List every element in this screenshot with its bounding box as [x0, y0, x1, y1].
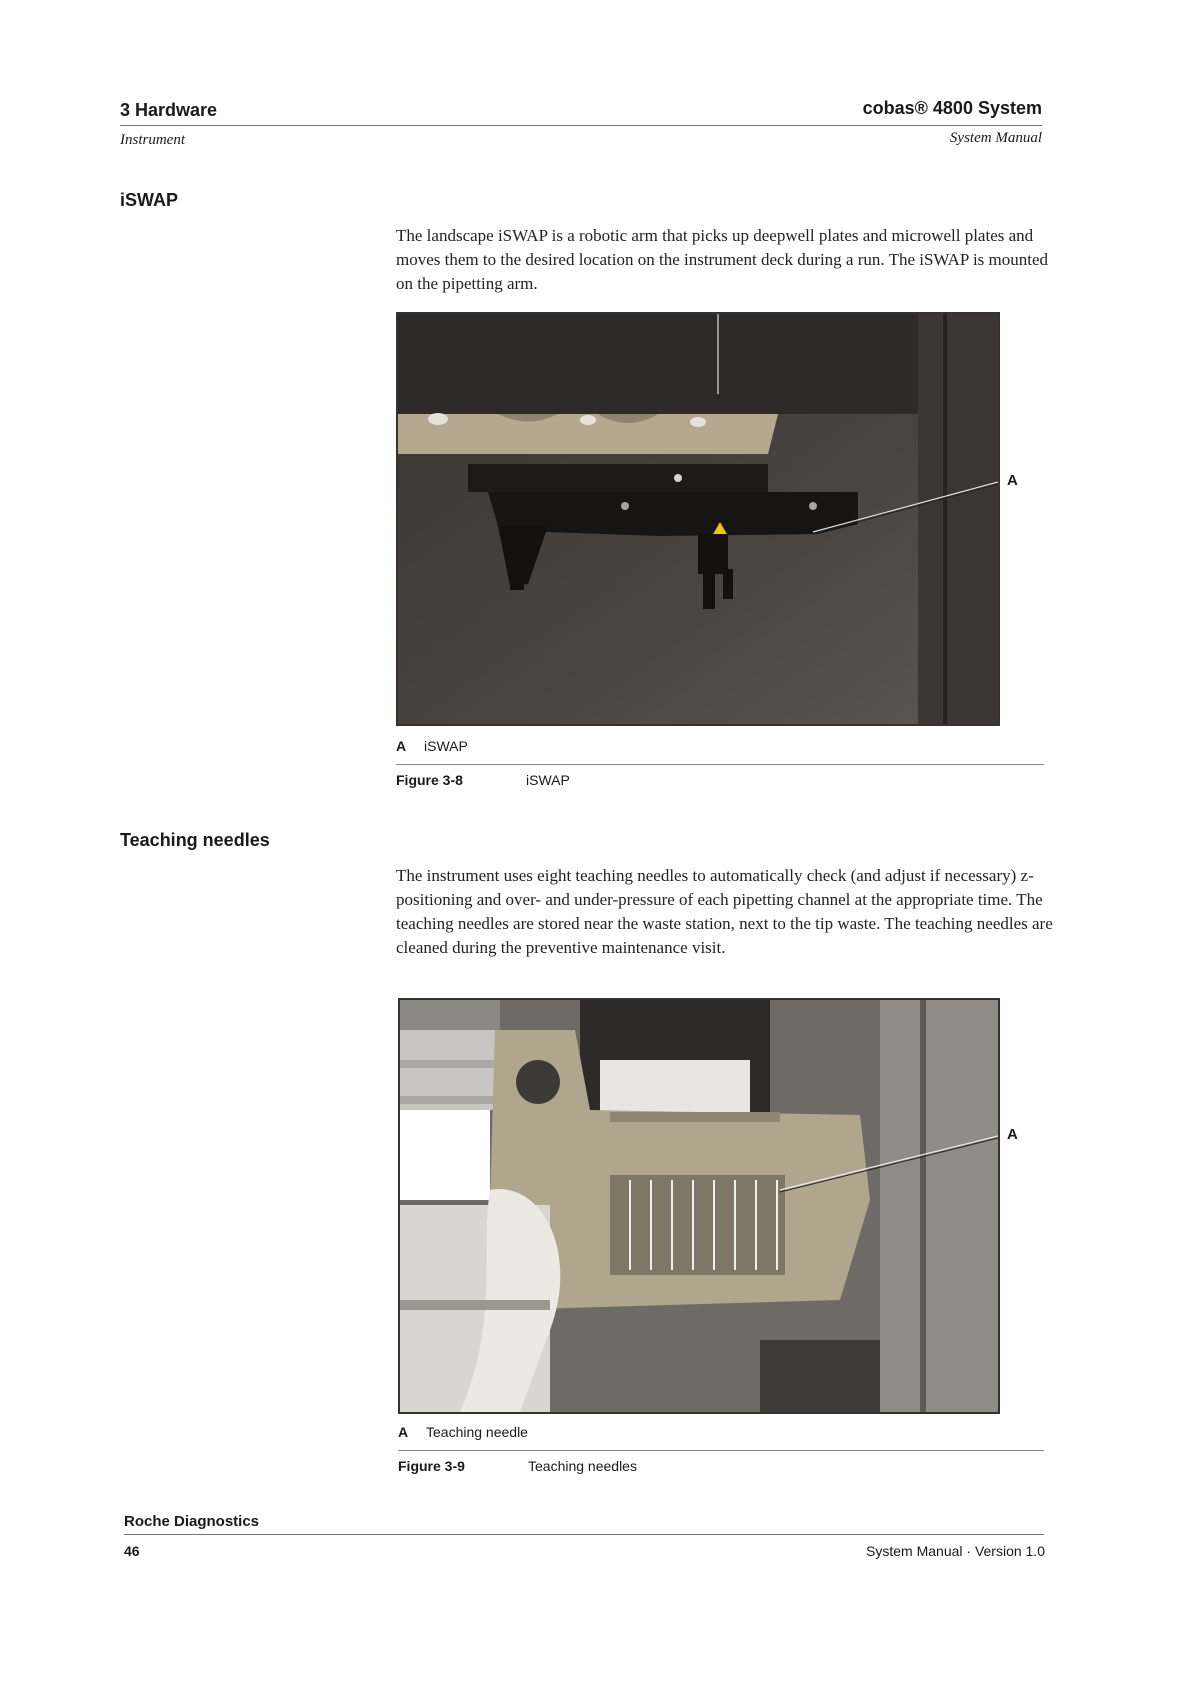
teaching-needles-figure-caption: [398, 1458, 637, 1474]
legend-key: A: [398, 1424, 409, 1440]
figure-number: Figure 3-8: [396, 772, 463, 788]
iswap-figure-legend: [396, 738, 468, 754]
product-title: cobas® 4800 System: [862, 98, 1042, 118]
section-heading-teaching-needles: Teaching needles: [120, 830, 270, 850]
header-divider: [120, 125, 1042, 126]
legend-text: iSWAP: [424, 738, 468, 754]
figure-divider: [396, 764, 1044, 765]
iswap-figure-caption: [396, 772, 570, 788]
legend-key: A: [396, 738, 407, 754]
section-heading-iswap: iSWAP: [120, 190, 179, 210]
figure-number: Figure 3-9: [398, 1458, 465, 1474]
teaching-needles-callout-label: A: [1007, 1126, 1018, 1143]
teaching-needles-photo: [398, 998, 1000, 1414]
figure-title: Teaching needles: [528, 1458, 637, 1474]
teaching-needles-figure-legend: [398, 1424, 528, 1440]
footer-organization: Roche Diagnostics: [124, 1513, 260, 1530]
iswap-photo: [396, 312, 1000, 726]
page-number: 46: [124, 1543, 140, 1559]
iswap-callout-label: A: [1007, 472, 1018, 489]
footer-divider: [124, 1534, 1044, 1535]
teaching-needles-description: The instrument uses eight teaching needles to automatically check (and adjust if necessary) z-positioning and over- and under-pressure of each pipetting channel at the appropriate time. The teaching needles are stored near the waste station, next to the tip waste. The teaching needles are cleaned during the preventive maintenance visit.: [396, 866, 1053, 957]
document-subtitle: System Manual: [949, 130, 1042, 146]
figure-title: iSWAP: [526, 772, 570, 788]
iswap-description: The landscape iSWAP is a robotic arm that picks up deepwell plates and microwell plates and moves them to the desired location on the instrument deck during a run. The iSWAP is mounted on the pipetting arm.: [396, 226, 1049, 293]
section-subtitle: Instrument: [120, 132, 185, 148]
chapter-title: 3 Hardware: [120, 100, 218, 120]
figure-divider: [398, 1450, 1044, 1451]
legend-text: Teaching needle: [426, 1424, 528, 1440]
footer-version: System Manual · Version 1.0: [866, 1543, 1045, 1559]
